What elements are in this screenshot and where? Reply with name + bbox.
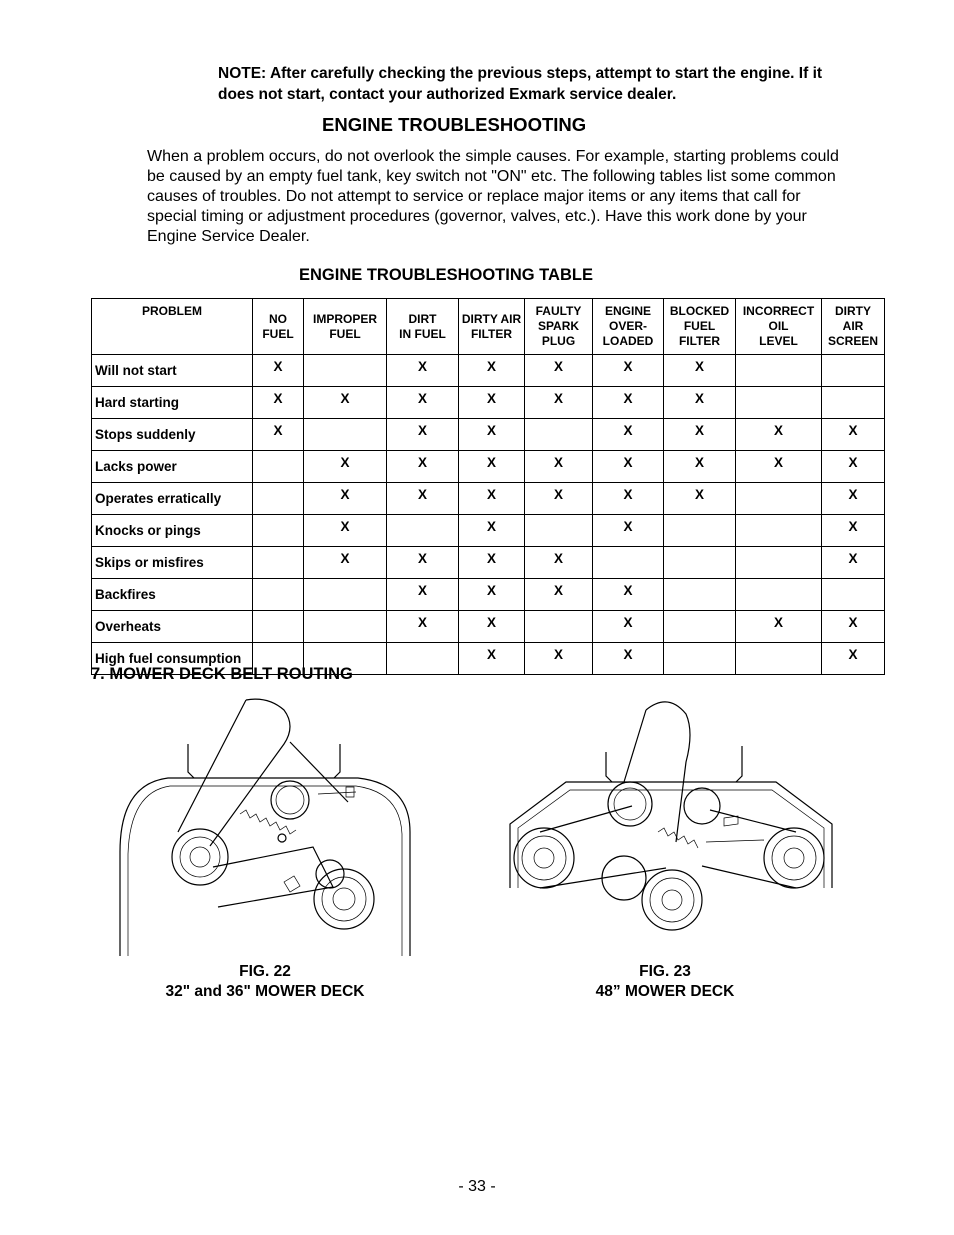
cause-mark-cell: X xyxy=(736,451,822,483)
problem-cell: Hard starting xyxy=(92,387,253,419)
header-cause-3 xyxy=(459,299,525,355)
table-row xyxy=(92,483,885,515)
cause-mark-cell: X xyxy=(822,643,885,675)
cause-mark-cell: X xyxy=(525,643,593,675)
cause-mark-cell: X xyxy=(459,387,525,419)
header-cause-2 xyxy=(387,299,459,355)
cause-mark-cell: X xyxy=(387,547,459,579)
cause-mark-cell: X xyxy=(822,547,885,579)
troubleshooting-table xyxy=(91,298,885,675)
table-row xyxy=(92,355,885,387)
header-line: DIRTY AIR xyxy=(461,311,522,326)
empty-cell xyxy=(387,643,459,675)
header-cause-7 xyxy=(736,299,822,355)
cause-mark-cell: X xyxy=(304,483,387,515)
cause-mark-cell: X xyxy=(736,419,822,451)
cause-mark-cell: X xyxy=(593,643,664,675)
cause-mark-cell: X xyxy=(525,483,593,515)
problem-cell: Will not start xyxy=(92,355,253,387)
header-line: PLUG xyxy=(541,334,576,348)
cause-mark-cell: X xyxy=(459,451,525,483)
note-text: NOTE: After carefully checking the previous steps, attempt to start the engine. If it does not start, contact your authorized Exmark service dealer. xyxy=(218,65,823,103)
problem-cell: Operates erratically xyxy=(92,483,253,515)
empty-cell xyxy=(253,515,304,547)
header-cause-4 xyxy=(525,299,593,355)
empty-cell xyxy=(822,355,885,387)
empty-cell xyxy=(822,579,885,611)
problem-cell: Knocks or pings xyxy=(92,515,253,547)
cause-mark-cell: X xyxy=(664,451,736,483)
fig22-caption xyxy=(120,962,410,1002)
page-number: - 33 - xyxy=(458,1178,496,1195)
cause-mark-cell: X xyxy=(822,611,885,643)
cause-mark-cell: X xyxy=(459,483,525,515)
table-row xyxy=(92,611,885,643)
empty-cell xyxy=(664,643,736,675)
header-line: OIL xyxy=(768,319,789,333)
cause-mark-cell: X xyxy=(664,355,736,387)
header-line: FUEL xyxy=(683,319,716,333)
empty-cell xyxy=(525,419,593,451)
cause-mark-cell: X xyxy=(525,355,593,387)
problem-cell: Lacks power xyxy=(92,451,253,483)
cause-mark-cell: X xyxy=(664,419,736,451)
header-line: IMPROPER xyxy=(312,311,377,326)
header-cause-0 xyxy=(253,299,304,355)
header-line: DIRTY xyxy=(835,304,871,318)
cause-mark-cell: X xyxy=(593,483,664,515)
empty-cell xyxy=(525,611,593,643)
header-line: FUEL xyxy=(262,326,294,341)
header-line: SPARK xyxy=(537,319,580,333)
cause-mark-cell: X xyxy=(593,419,664,451)
header-cause-5 xyxy=(593,299,664,355)
header-line: FILTER xyxy=(678,334,721,348)
empty-cell xyxy=(736,387,822,419)
cause-mark-cell: X xyxy=(459,579,525,611)
cause-mark-cell: X xyxy=(253,355,304,387)
cause-mark-cell: X xyxy=(387,451,459,483)
empty-cell xyxy=(304,419,387,451)
cause-mark-cell: X xyxy=(387,483,459,515)
problem-cell: Overheats xyxy=(92,611,253,643)
cause-mark-cell: X xyxy=(304,387,387,419)
cause-mark-cell: X xyxy=(459,355,525,387)
cause-mark-cell: X xyxy=(253,419,304,451)
empty-cell xyxy=(664,611,736,643)
table-row xyxy=(92,515,885,547)
table-row xyxy=(92,387,885,419)
table-body xyxy=(92,355,885,675)
header-line: NO xyxy=(269,311,287,326)
header-line: ENGINE xyxy=(604,304,651,318)
table-header-row xyxy=(92,299,885,355)
empty-cell xyxy=(593,547,664,579)
empty-cell xyxy=(304,355,387,387)
engine-troubleshooting-heading: ENGINE TROUBLESHOOTING xyxy=(322,114,587,135)
fig22-label: FIG. 22 xyxy=(239,963,291,980)
header-line: FUEL xyxy=(329,326,361,341)
problem-cell: Stops suddenly xyxy=(92,419,253,451)
cause-mark-cell: X xyxy=(459,611,525,643)
cause-mark-cell: X xyxy=(304,451,387,483)
intro-paragraph: When a problem occurs, do not overlook the simple causes. For example, starting problems could be caused by an empty fuel tank, key switch not "ON" etc. The following tables list some common causes of troubles. Do not attempt to service or replace major items or any items that call for special timing or adjustment procedures (governor, valves, etc.). Have this work done by your Engine Service Dealer. xyxy=(147,148,839,245)
empty-cell xyxy=(253,547,304,579)
cause-mark-cell: X xyxy=(525,547,593,579)
header-cause-1 xyxy=(304,299,387,355)
cause-mark-cell: X xyxy=(593,355,664,387)
header-line: INCORRECT xyxy=(742,304,815,318)
cause-mark-cell: X xyxy=(525,579,593,611)
header-line: FILTER xyxy=(470,326,513,341)
cause-mark-cell: X xyxy=(459,515,525,547)
cause-mark-cell: X xyxy=(736,611,822,643)
empty-cell xyxy=(736,643,822,675)
cause-mark-cell: X xyxy=(387,387,459,419)
header-problem: PROBLEM xyxy=(92,299,253,355)
empty-cell xyxy=(736,515,822,547)
empty-cell xyxy=(525,515,593,547)
header-line: SCREEN xyxy=(827,334,878,348)
problem-cell: High fuel consumption xyxy=(92,643,253,675)
problem-cell: Skips or misfires xyxy=(92,547,253,579)
table-row xyxy=(92,419,885,451)
header-line: LOADED xyxy=(602,334,654,348)
problem-cell: Backfires xyxy=(92,579,253,611)
header-cause-8 xyxy=(822,299,885,355)
cause-mark-cell: X xyxy=(822,483,885,515)
empty-cell xyxy=(736,579,822,611)
empty-cell xyxy=(253,451,304,483)
empty-cell xyxy=(253,483,304,515)
cause-mark-cell: X xyxy=(525,387,593,419)
cause-mark-cell: X xyxy=(304,547,387,579)
header-line: BLOCKED xyxy=(669,304,730,318)
cause-mark-cell: X xyxy=(387,579,459,611)
empty-cell xyxy=(736,355,822,387)
table-row xyxy=(92,547,885,579)
cause-mark-cell: X xyxy=(664,483,736,515)
empty-cell xyxy=(664,547,736,579)
fig23-caption xyxy=(540,962,790,1002)
section-heading: 7. MOWER DECK BELT ROUTING xyxy=(91,665,353,683)
cause-mark-cell: X xyxy=(593,387,664,419)
empty-cell xyxy=(736,483,822,515)
cause-mark-cell: X xyxy=(525,451,593,483)
header-cause-6 xyxy=(664,299,736,355)
header-line: FAULTY xyxy=(535,304,582,318)
cause-mark-cell: X xyxy=(459,643,525,675)
empty-cell xyxy=(253,579,304,611)
header-line: DIRT xyxy=(408,311,437,326)
header-line: LEVEL xyxy=(759,334,798,348)
empty-cell xyxy=(387,515,459,547)
cause-mark-cell: X xyxy=(593,579,664,611)
empty-cell xyxy=(664,515,736,547)
empty-cell xyxy=(822,387,885,419)
fig23-belt-routing-diagram xyxy=(506,692,836,942)
table-row xyxy=(92,579,885,611)
empty-cell xyxy=(664,579,736,611)
cause-mark-cell: X xyxy=(387,419,459,451)
cause-mark-cell: X xyxy=(459,547,525,579)
cause-mark-cell: X xyxy=(593,611,664,643)
cause-mark-cell: X xyxy=(822,451,885,483)
empty-cell xyxy=(304,579,387,611)
fig22-title: 32" and 36" MOWER DECK xyxy=(165,983,365,1000)
table-title: ENGINE TROUBLESHOOTING TABLE xyxy=(299,266,593,284)
fig23-label: FIG. 23 xyxy=(639,963,691,980)
cause-mark-cell: X xyxy=(593,515,664,547)
cause-mark-cell: X xyxy=(593,451,664,483)
empty-cell xyxy=(736,547,822,579)
cause-mark-cell: X xyxy=(387,611,459,643)
fig23-title: 48” MOWER DECK xyxy=(595,983,735,1000)
header-line: AIR xyxy=(842,319,864,333)
cause-mark-cell: X xyxy=(304,515,387,547)
header-line: IN FUEL xyxy=(399,326,446,341)
cause-mark-cell: X xyxy=(387,355,459,387)
cause-mark-cell: X xyxy=(664,387,736,419)
cause-mark-cell: X xyxy=(822,515,885,547)
header-line: OVER- xyxy=(608,319,647,333)
cause-mark-cell: X xyxy=(822,419,885,451)
table-row xyxy=(92,451,885,483)
empty-cell xyxy=(304,611,387,643)
fig22-belt-routing-diagram xyxy=(108,692,418,958)
cause-mark-cell: X xyxy=(459,419,525,451)
cause-mark-cell: X xyxy=(253,387,304,419)
empty-cell xyxy=(253,611,304,643)
